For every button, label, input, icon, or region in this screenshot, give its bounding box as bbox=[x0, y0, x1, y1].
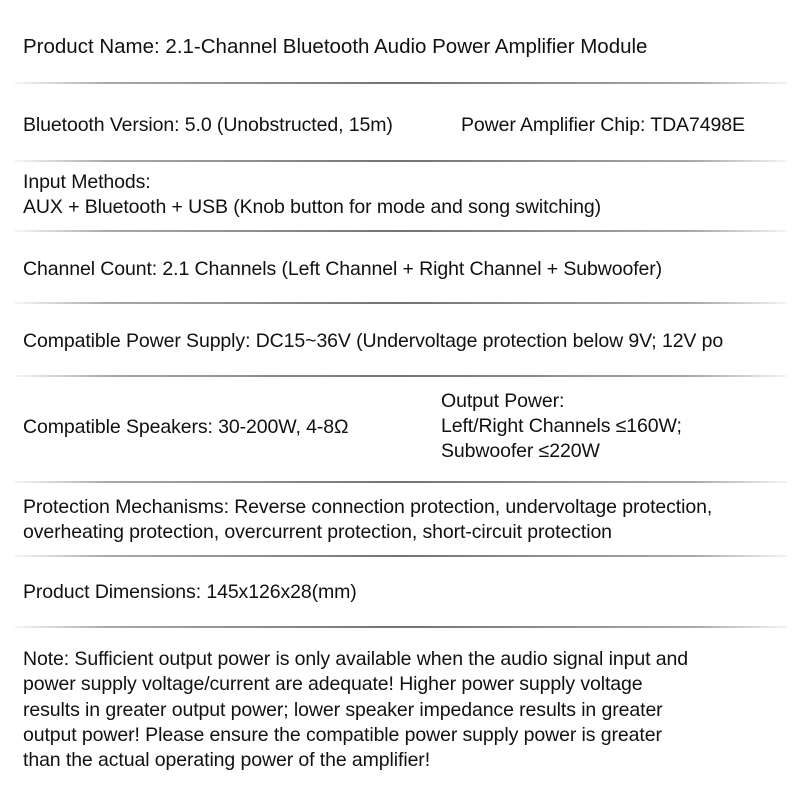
protection-line-1: Protection Mechanisms: Reverse connection protection, undervoltage protection, bbox=[23, 496, 713, 518]
input-methods-value: AUX + Bluetooth + USB (Knob button for mode and song switching) bbox=[23, 196, 601, 218]
divider bbox=[14, 302, 787, 304]
product-name: Product Name: 2.1-Channel Bluetooth Audio Power Amplifier Module bbox=[23, 35, 648, 58]
divider bbox=[14, 375, 787, 377]
input-methods-label: Input Methods: bbox=[23, 171, 151, 193]
note-line-4: output power! Please ensure the compatible power supply power is greater bbox=[23, 724, 662, 746]
channel-count: Channel Count: 2.1 Channels (Left Channel + Right Channel + Subwoofer) bbox=[23, 258, 663, 280]
compatible-speakers: Compatible Speakers: 30-200W, 4-8Ω bbox=[23, 416, 349, 438]
divider bbox=[14, 160, 787, 162]
divider bbox=[14, 230, 787, 232]
note-line-3: results in greater output power; lower speaker impedance results in greater bbox=[23, 699, 663, 721]
divider bbox=[14, 481, 787, 483]
output-power-subwoofer: Subwoofer ≤220W bbox=[441, 440, 600, 462]
bluetooth-version: Bluetooth Version: 5.0 (Unobstructed, 15m) bbox=[23, 114, 393, 136]
product-dimensions: Product Dimensions: 145x126x28(mm) bbox=[23, 581, 357, 603]
note-line-5: than the actual operating power of the amplifier! bbox=[23, 749, 431, 771]
power-supply: Compatible Power Supply: DC15~36V (Undervoltage protection below 9V; 12V po bbox=[23, 330, 724, 352]
output-power-label: Output Power: bbox=[441, 390, 565, 412]
amplifier-chip: Power Amplifier Chip: TDA7498E bbox=[461, 114, 745, 136]
protection-line-2: overheating protection, overcurrent protection, short-circuit protection bbox=[23, 521, 612, 543]
divider bbox=[14, 82, 787, 84]
note-line-1: Note: Sufficient output power is only available when the audio signal input and bbox=[23, 648, 688, 670]
divider bbox=[14, 555, 787, 557]
note-line-2: power supply voltage/current are adequate! Higher power supply voltage bbox=[23, 673, 643, 695]
divider bbox=[14, 626, 787, 628]
output-power-left-right: Left/Right Channels ≤160W; bbox=[441, 415, 682, 437]
